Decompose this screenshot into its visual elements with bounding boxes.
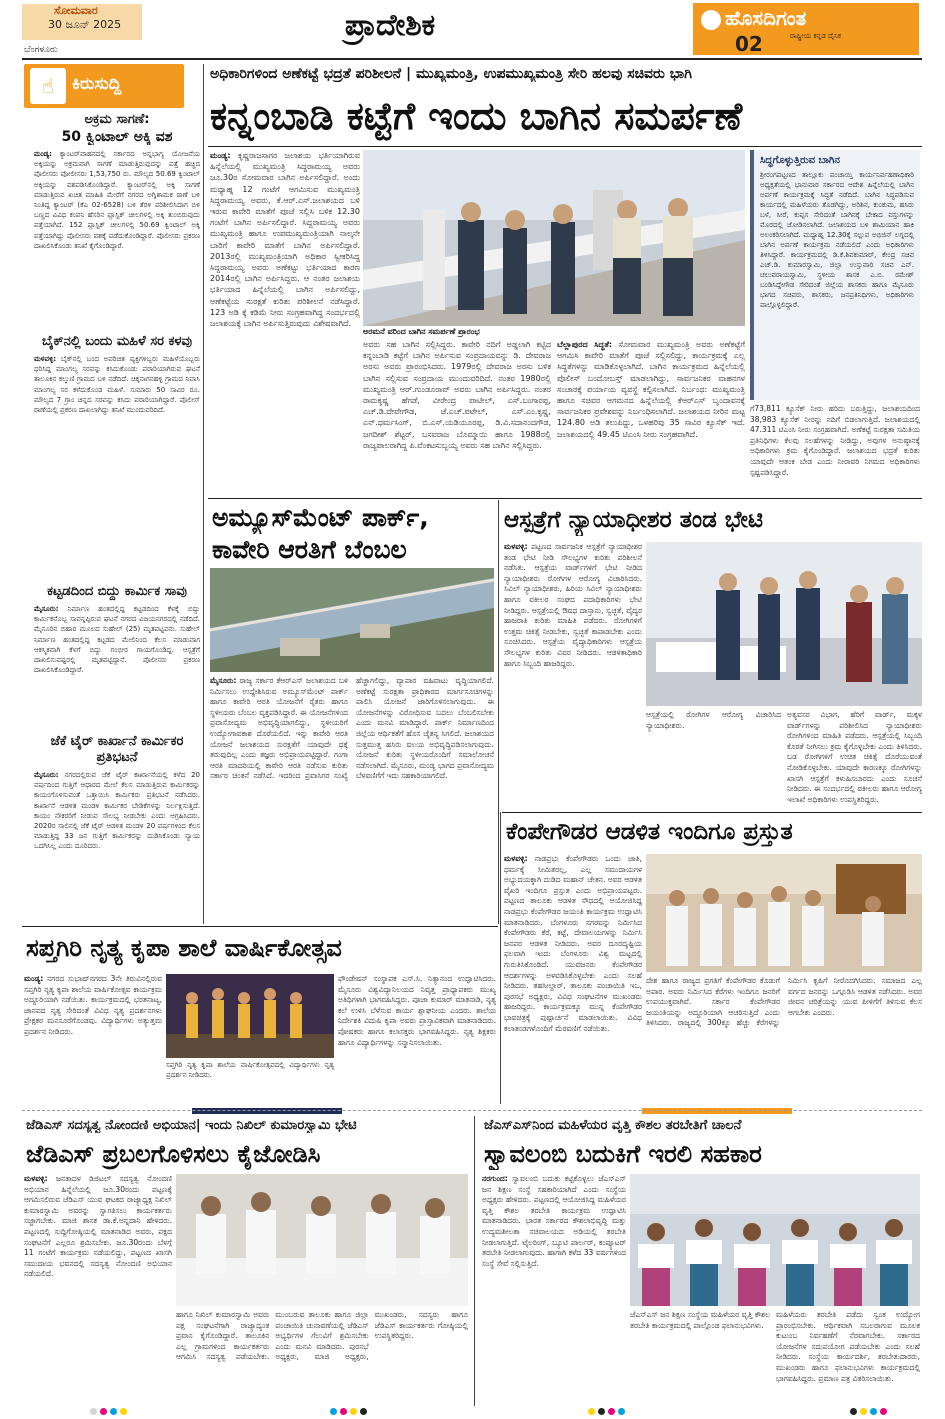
sidebar-box-body: ಶ್ರೀರಂಗಪಟ್ಟಣದ ತಾಲ್ಲೂಕು ಪಂಚಾಯ್ತಿ ಕಾರ್ಯನಿರ್ವಹಣಾಧಿಕಾರಿ ಅಧ್ಯಕ್ಷತೆಯಲ್ಲಿ ಭಾನುವಾರ ಸರ್ಕಾರದ ಆದೇಶ ಹಿನ್ನೆಲೆಯಲ್ಲಿ ಬಾಗಿನ ಅರ್ಪಣೆ ಕಾರ್ಯಕ್ರಮಕ್ಕೆ ಸಿದ್ಧತೆ ನಡೆದಿದೆ. ಬಾಗಿನ ಸಿದ್ಧಪಡಿಸುವ ಕಾರ್ಯದಲ್ಲಿ ಮಹಿಳೆಯರು ತೊಡಗಿದ್ದು, ಅರಿಶಿನ, ಕುಂಕುಮ, ಹಸಿರು ಬಳೆ, ಸೀರೆ, ಕುಪ್ಪಸ ಸೇರಿದಂತೆ ಬಾಗಿನಕ್ಕೆ ಬೇಕಾದ ವಸ್ತುಗಳನ್ನು ಮೊರದಲ್ಲಿ ಜೋಡಿಸಲಾಗಿದೆ. ಜಲಾಶಯದ ಬಳಿ ಶಾಮಿಯಾನ ಹಾಕಿ ಅಲಂಕರಿಸಲಾಗಿದೆ. ಮಧ್ಯಾಹ್ನ 12.30ಕ್ಕೆ ಸಲ್ಲುವ ಅಭಿಜಿನ್ ಲಗ್ನದಲ್ಲಿ ಬಾಗಿನ ಅರ್ಪಣೆ ಕಾರ್ಯಕ್ರಮ ನಡೆಯಲಿದೆ ಎಂದು ಅಧಿಕಾರಿಗಳು ತಿಳಿಸಿದ್ದಾರೆ. ಕಾರ್ಯಕ್ರಮದಲ್ಲಿ ಡಿ.ಕೆ.ಶಿವಕುಮಾರ್, ಕೇಂದ್ರ ಸಚಿವ ಎಚ್.ಡಿ. ಕುಮಾರಸ್ವಾಮಿ, ಜಿಲ್ಲಾ ಉಸ್ತುವಾರಿ ಸಚಿವ ಎನ್. ಚಲುವರಾಯಸ್ವಾಮಿ, ಸ್ಥಳೀಯ ಶಾಸಕ ಎ.ಬಿ. ರಮೇಶ್ ಬಂಡಿಸಿದ್ದೇಗೌಡ ಸೇರಿದಂತೆ ಜಿಲ್ಲೆಯ ಶಾಸಕರು ಹಾಗೂ ಮೈಸೂರು ಭಾಗದ ಸಚಿವರು, ಶಾಸಕರು, ಜನಪ್ರತಿನಿಧಿಗಳು, ಅಧಿಕಾರಿಗಳು ಪಾಲ್ಗೊಳ್ಳಲಿದ್ದಾರೆ. bbox=[760, 171, 914, 309]
brief-item-2 bbox=[34, 334, 200, 582]
brief-3-title: ಕಟ್ಟಡದಿಂದ ಬಿದ್ದು ಕಾರ್ಮಿಕ ಸಾವು bbox=[47, 584, 187, 599]
register-dot bbox=[350, 1408, 357, 1415]
brand-logo-icon bbox=[701, 10, 721, 30]
women-dateline: ನರಗುಂದ: bbox=[482, 1174, 508, 1183]
brief-1-kicker: ಅಕ್ರಮ ಸಾಗಣೆ: bbox=[84, 112, 150, 127]
masthead-day: ಸೋಮವಾರ bbox=[54, 4, 98, 17]
brief-3-dateline: ಮೈಸೂರು: bbox=[34, 605, 59, 613]
lead-col-1 bbox=[210, 150, 360, 494]
brief-2-text: ಬೈಕ್‌ನಲ್ಲಿ ಬಂದ ಅಪರಿಚಿತ ವ್ಯಕ್ತಿಗಳಿಬ್ಬರು ಮಹಿಳೆಯೊಬ್ಬರು ಧರಿಸಿದ್ದ ಮಾಂಗಲ್ಯ ಸರವನ್ನು ಕಸಿದುಕೊಂಡು ಪರಾರಿಯಾಗಿರುವ ಘಟನೆ ತಾಲೂಕಿನ ಕಲ್ಕುಣಿ ಗ್ರಾಮದ ಬಳಿ ನಡೆದಿದೆ. ಚಿಕ್ಕನಾಗನಹಳ್ಳಿ ಗ್ರಾಮದ ನಿವಾಸಿ ಮಾಂಗಲ್ಯ ಸರ ಕಳೆದುಕೊಂಡ ಮಹಿಳೆ. ಸುಮಾರು 50 ಸಾವಿರ ರೂ. ಮೌಲ್ಯದ 7 ಗ್ರಾಂ ಚಿನ್ನದ ಸರವನ್ನು ಕಸಿದು ಪರಾರಿಯಾಗಿದ್ದಾರೆ. ಪೊಲೀಸ್ ಠಾಣೆಯಲ್ಲಿ ಪ್ರಕರಣ ದಾಖಲಾಗಿದ್ದು ತನಿಖೆ ಮುಂದುವರಿದಿದೆ. bbox=[34, 355, 200, 415]
saptagiri-dateline: ಮಂಡ್ಯ: bbox=[24, 974, 44, 983]
hospital-body bbox=[504, 542, 642, 808]
masthead-city: ಬೆಂಗಳೂರು bbox=[24, 45, 58, 55]
women-headline: ಸ್ವಾವಲಂಬಿ ಬದುಕಿಗೆ ಇರಲಿ ಸಹಕಾರ bbox=[484, 1140, 762, 1168]
register-dot bbox=[330, 1408, 337, 1415]
register-dot bbox=[880, 1408, 887, 1415]
lead-col-4-text: ಸೋಮವಾರ ಮುಖ್ಯಮಂತ್ರಿ ಅವರು ಅಣೆಕಟ್ಟೆಗೆ ಆಗಮಿಸಿ ಕಾವೇರಿ ಮಾತೆಗೆ ಪೂಜೆ ಸಲ್ಲಿಸಲಿದ್ದು, ಕಾರ್ಯಕ್ರಮಕ್ಕೆ ಎಲ್ಲ ಸಿದ್ಧತೆಗಳನ್ನು ಮಾಡಿಕೊಳ್ಳಲಾಗಿದೆ. ಬಾಗಿನ ಕಾರ್ಯಕ್ರಮದ ಹಿನ್ನೆಲೆಯಲ್ಲಿ ಪೊಲೀಸ್ ಬಂದೋಬಸ್ತ್ ಮಾಡಲಾಗಿದ್ದು, ಸಾರ್ವಜನಿಕರ ವಾಹನಗಳ ಸಂಚಾರಕ್ಕೆ ಪರ್ಯಾಯ ವ್ಯವಸ್ಥೆ ಕಲ್ಪಿಸಲಾಗಿದೆ. ನಿರ್ಬಂಧ: ಮುಖ್ಯಮಂತ್ರಿ ಹಾಗೂ ಸಚಿವರ ಆಗಮನದ ಹಿನ್ನೆಲೆಯಲ್ಲಿ ಕೆಆರ್‌ಎಸ್ ಬೃಂದಾವನಕ್ಕೆ ಸಾರ್ವಜನಿಕರ ಪ್ರವೇಶವನ್ನು ನಿರ್ಬಂಧಿಸಲಾಗಿದೆ. ಜಲಾಶಯದ ನೀರಿನ ಮಟ್ಟ 124.80 ಅಡಿ ತಲುಪಿದ್ದು, ಒಳಹರಿವು 35 ಸಾವಿರ ಕ್ಯೂಸೆಕ್ ಇದೆ. ಜಲಾಶಯದಲ್ಲಿ 49.45 ಟಿಎಂಸಿ ನೀರು ಸಂಗ್ರಹವಾಗಿದೆ. bbox=[557, 340, 745, 439]
register-dot bbox=[850, 1408, 857, 1415]
kempegowda-text: ನಾಡಪ್ರಭು ಕೆಂಪೇಗೌಡರು ಒಂದು ಜಾತಿ, ಧರ್ಮಕ್ಕೆ ಸೀಮಿತರಲ್ಲ, ಎಲ್ಲ ಸಮುದಾಯಗಳ ಅಭ್ಯುದಯಕ್ಕಾಗಿ ದುಡಿದ ಮಹಾನ್ ಚೇತನ. ಅವರ ಆಡಳಿತ ವೈಖರಿ ಇಂದಿಗೂ ಪ್ರಸ್ತುತ ಎಂದು ಅಭಿಪ್ರಾಯಪಟ್ಟರು. ಪಟ್ಟಣದ ತಾಲೂಕು ಆಡಳಿತ ಸೌಧದಲ್ಲಿ ಆಯೋಜಿಸಿದ್ದ ನಾಡಪ್ರಭು ಕೆಂಪೇಗೌಡರ ಜಯಂತಿ ಕಾರ್ಯಕ್ರಮ ಉದ್ಘಾಟಿಸಿ ಮಾತನಾಡಿದರು. ಬೆಂಗಳೂರು ನಗರವನ್ನು ನಿರ್ಮಿಸಿದ ಕೆಂಪೇಗೌಡರು ಕೆರೆ, ಕಟ್ಟೆ, ದೇವಾಲಯಗಳನ್ನು ನಿರ್ಮಿಸಿ ಜನಪರ ಆಡಳಿತ ನೀಡಿದರು. ಅವರ ದೂರದೃಷ್ಟಿಯ ಫಲವಾಗಿ ಇಂದು ಬೆಂಗಳೂರು ವಿಶ್ವ ಮಟ್ಟದಲ್ಲಿ ಗುರುತಿಸಿಕೊಂಡಿದೆ. ಯುವಜನರು ಕೆಂಪೇಗೌಡರ ಆದರ್ಶಗಳನ್ನು ಅಳವಡಿಸಿಕೊಳ್ಳಬೇಕು ಎಂದು ಸಲಹೆ ನೀಡಿದರು. ತಹಸೀಲ್ದಾರ್, ತಾಲೂಕು ಪಂಚಾಯಿತಿ ಇಒ, ಪುರಸಭೆ ಅಧ್ಯಕ್ಷರು, ವಿವಿಧ ಸಂಘಟನೆಗಳ ಮುಖಂಡರು ಹಾಜರಿದ್ದರು. ಕಾರ್ಯಕ್ರಮಕ್ಕೂ ಮುನ್ನ ಕೆಂಪೇಗೌಡರ ಭಾವಚಿತ್ರಕ್ಕೆ ಪುಷ್ಪಾರ್ಚನೆ ಮಾಡಲಾಯಿತು. ವಿವಿಧ ಕಲಾತಂಡಗಳೊಂದಿಗೆ ಮೆರವಣಿಗೆ ನಡೆಯಿತು. bbox=[504, 854, 642, 1033]
hospital-photo-caption: ಆಸ್ಪತ್ರೆಯಲ್ಲಿ ರೋಗಿಗಳ ಆರೋಗ್ಯ ವಿಚಾರಿಸಿದ ನ್ಯಾಯಾಧೀಶರು. bbox=[646, 710, 781, 730]
dam-aerial-photo bbox=[210, 568, 494, 672]
brief-item-3 bbox=[34, 584, 200, 734]
kempegowda-body bbox=[504, 854, 642, 1102]
register-dot bbox=[340, 1408, 347, 1415]
sidebar-box bbox=[750, 150, 920, 400]
register-dot bbox=[608, 1408, 615, 1415]
women-kicker: ಜೆಎಸ್‌ಎಸ್‌ನಿಂದ ಮಹಿಳೆಯರ ವೃತ್ತಿ ಕೌಶಲ ತರಬೇತಿಗೆ ಚಾಲನೆ bbox=[484, 1118, 742, 1133]
jds-kicker: ಜೆಡಿಎಸ್ ಸದಸ್ಯತ್ವ ನೋಂದಣಿ ಅಭಿಯಾನ| ಇಂದು ನಿಖಿಲ್ ಕುಮಾರಸ್ವಾಮಿ ಭೇಟಿ bbox=[26, 1118, 357, 1133]
brief-1-body bbox=[34, 149, 200, 335]
lead-photo bbox=[363, 150, 745, 326]
bottom-middle-rule bbox=[474, 1116, 475, 1406]
jds-body-right: ಹಾಗೂ ನಿಖಿಲ್ ಕುಮಾರಸ್ವಾಮಿ ಅವರು ಪಕ್ಷ ಸಂಘಟನೆಗಾಗಿ ರಾಜ್ಯಾದ್ಯಂತ ಪ್ರವಾಸ ಕೈಗೊಂಡಿದ್ದಾರೆ. ತಾಲೂಕಿನ ಎಲ್ಲ ಗ್ರಾಮಗಳಿಂದ ಕಾರ್ಯಕರ್ತರು ಆಗಮಿಸಿ ಸದಸ್ಯತ್ವ ಪಡೆಯಬೇಕು. ಮುಂಬರುವ ತಾಲೂಕು ಹಾಗೂ ಜಿಲ್ಲಾ ಪಂಚಾಯಿತಿ ಚುನಾವಣೆಯಲ್ಲಿ ಜೆಡಿಎಸ್ ಅಭ್ಯರ್ಥಿಗಳ ಗೆಲುವಿಗೆ ಶ್ರಮಿಸಬೇಕು ಎಂದು ಮನವಿ ಮಾಡಿದರು. ಪುರಸಭೆ ಅಧ್ಯಕ್ಷರು, ಮಾಜಿ ಅಧ್ಯಕ್ಷರು, ಮುಖಂಡರು, ಸದಸ್ಯರು ಹಾಗೂ ಜೆಡಿಎಸ್ ಕಾರ್ಯಕರ್ತರು ಗೋಷ್ಠಿಯಲ್ಲಿ ಉಪಸ್ಥಿತರಿದ್ದರು. bbox=[176, 1310, 468, 1362]
brief-4-body bbox=[34, 770, 200, 916]
kempegowda-left-rule bbox=[500, 812, 501, 1104]
hospital-bottom-rule bbox=[502, 812, 922, 813]
brief-4-title: ಜೆಕೆ ಟೈರ್ ಕಾರ್ಖಾನೆ ಕಾರ್ಮಿಕರ ಪ್ರತಿಭಟನೆ bbox=[50, 734, 184, 765]
saptagiri-photo bbox=[166, 974, 334, 1058]
hospital-right-text bbox=[646, 710, 922, 808]
left-column-rule bbox=[203, 64, 204, 924]
brief-3-body bbox=[34, 604, 200, 714]
women-body-right: ಮಹಿಳೆಯರು ತರಬೇತಿ ಪಡೆದು ಸ್ವಂತ ಉದ್ಯೋಗ ಪ್ರಾರಂಭಿಸಬೇಕು. ಆರ್ಥಿಕವಾಗಿ ಸಬಲರಾಗುವ ಮೂಲಕ ಕುಟುಂಬ ನಿರ್ವಹಣೆಗೆ ನೆರವಾಗಬೇಕು. ಸರ್ಕಾರದ ಯೋಜನೆಗಳ ಸದುಪಯೋಗ ಪಡೆಯಬೇಕು ಎಂದು ಸಲಹೆ ನೀಡಿದರು. ಸಂಸ್ಥೆಯ ಕಾರ್ಯದರ್ಶಿ, ತರಬೇತುದಾರರು, ಮುಖಂಡರು ಹಾಗೂ ಫಲಾನುಭವಿಗಳು ಕಾರ್ಯಕ್ರಮದಲ್ಲಿ ಭಾಗವಹಿಸಿದ್ದರು. ಪ್ರಮಾಣ ಪತ್ರ ವಿತರಿಸಲಾಯಿತು. bbox=[776, 1310, 920, 1383]
jds-text-left: ಜನತಾದಳ ಡಿಜಿಟಲ್ ಸದಸ್ಯತ್ವ ನೋಂದಣಿ ಅಭಿಯಾನ ಹಿನ್ನೆಲೆಯಲ್ಲಿ ಜೂ.30ರಂದು ಪಟ್ಟಣಕ್ಕೆ ಆಗಮಿಸಲಿರುವ ಜೆಡಿಎಸ್ ಯುವ ಘಟಕದ ರಾಜ್ಯಾಧ್ಯಕ್ಷ ನಿಖಿಲ್ ಕುಮಾರಸ್ವಾಮಿ ಅವರನ್ನು ಸ್ವಾಗತಿಸಲು ಕಾರ್ಯಕರ್ತರು ಸಜ್ಜಾಗಬೇಕು. ಮಾಜಿ ಶಾಸಕ ಡಾ.ಕೆ.ಅನ್ನದಾನಿ ಹೇಳಿದರು. ಪಟ್ಟಣದಲ್ಲಿ ಸುದ್ದಿಗೋಷ್ಠಿಯಲ್ಲಿ ಮಾತನಾಡಿದ ಅವರು, ಪಕ್ಷದ ಸಂಘಟನೆಗೆ ಎಲ್ಲರೂ ಶ್ರಮಿಸಬೇಕು. ಜೂ.30ರಂದು ಬೆಳಗ್ಗೆ 11 ಗಂಟೆಗೆ ಕಾರ್ಯಕ್ರಮ ನಡೆಯಲಿದ್ದು, ಪಟ್ಟಣದ ಖಾಸಗಿ ಸಮುದಾಯ ಭವನದಲ್ಲಿ ಸದಸ್ಯತ್ವ ನೋಂದಣಿ ಅಭಿಯಾನ ನಡೆಯಲಿದೆ. bbox=[24, 1174, 172, 1279]
section-title: ಪ್ರಾದೇಶಿಕ bbox=[344, 8, 436, 43]
kempegowda-dateline: ಮಳವಳ್ಳಿ: bbox=[504, 854, 528, 863]
women-photo bbox=[630, 1174, 920, 1306]
sidebar-continued: ಗೆ73,811 ಕ್ಯೂಸೆಕ್ ನೀರು ಹರಿದು ಬರುತ್ತಿದ್ದು, ಜಲಾಶಯದಿಂದ 38,983 ಕ್ಯೂಸೆಕ್ ನೀರನ್ನು ನದಿಗೆ ಬಿಡಲಾಗುತ್ತಿದೆ. ಜಲಾಶಯದಲ್ಲಿ 47.311 ಟಿಎಂಸಿ ನೀರು ಸಂಗ್ರಹವಾಗಿದೆ. ಅಣೆಕಟ್ಟೆ ಸುರಕ್ಷತಾ ಸಮಿತಿಯ ಪ್ರತಿನಿಧಿಗಳು ಕೆಲವು ಸಲಹೆಗಳನ್ನು ನೀಡಿದ್ದು, ಅವುಗಳ ಅನುಷ್ಠಾನಕ್ಕೆ ಅಧಿಕಾರಿಗಳು ಕ್ರಮ ಕೈಗೊಂಡಿದ್ದಾರೆ. ಜಲಾಶಯದ ಭದ್ರತೆ ಕುರಿತು ಯಾವುದೇ ಆತಂಕ ಬೇಡ ಎಂದು ನೀರಾವರಿ ನಿಗಮದ ಅಧಿಕಾರಿಗಳು ಸ್ಪಷ್ಟಪಡಿಸಿದ್ದಾರೆ. bbox=[750, 404, 920, 477]
register-dot bbox=[360, 1408, 367, 1415]
lead-body-1: ಕೃಷ್ಣರಾಜಸಾಗರ ಜಲಾಶಯ ಭರ್ತಿಯಾಗಿರುವ ಹಿನ್ನೆಲೆಯಲ್ಲಿ ಮುಖ್ಯಮಂತ್ರಿ ಸಿದ್ದರಾಮಯ್ಯ ಅವರು ಜೂ.30ರ ಸೋಮವಾರ ಬಾಗಿನ ಅರ್ಪಿಸಲಿದ್ದಾರೆ. ಅಂದು ಮಧ್ಯಾಹ್ನ 12 ಗಂಟೆಗೆ ಆಗಮಿಸುವ ಮುಖ್ಯಮಂತ್ರಿ ಸಿದ್ದರಾಮಯ್ಯ ಅವರು, ಕೆ.ಆರ್.ಎಸ್.ಜಲಾಶಯದ ಬಳಿ ಇರುವ ಕಾವೇರಿ ಮಾತೆಗೆ ಪೂಜೆ ಸಲ್ಲಿಸಿ ಬಳಿಕ 12.30 ಗಂಟೆಗೆ ಬಾಗಿನ ಅರ್ಪಿಸಲಿದ್ದಾರೆ. ಸಿದ್ದರಾಮಯ್ಯ ಅವರು ಮುಖ್ಯಮಂತ್ರಿ ಹಾಗೂ ಉಪಮುಖ್ಯಮಂತ್ರಿಯಾಗಿ ನಾಲ್ಕನೇ ಬಾರಿಗೆ ಕಾವೇರಿ ಮಾತೆಗೆ ಬಾಗಿನ ಅರ್ಪಿಸಲಿದ್ದಾರೆ. 2013ರಲ್ಲಿ ಮುಖ್ಯಮಂತ್ರಿಯಾಗಿ ಅಧಿಕಾರ ಸ್ವೀಕರಿಸಿದ್ದ ಸಿದ್ದರಾಮಯ್ಯ ಅವರು ಅಣೆಕಟ್ಟು ಭರ್ತಿಯಾದ ಕಾರಣ 2014ರಲ್ಲಿ ಬಾಗಿನ ಅರ್ಪಿಸಿದ್ದರು. ಆ ನಂತರ ಜಲಾಶಯ ಭರ್ತಿಯಾದ ಹಿನ್ನೆಲೆಯಲ್ಲಿ ಬಾಗಿನ ಅರ್ಪಿಸಲಿದ್ದು, ಅಣೆಕಟ್ಟೆಯ ಸುರಕ್ಷತೆ ಕುರಿತು ಪರಿಶೀಲನೆ ನಡೆಸಿದ್ದಾರೆ. 123 ಅಡಿ ಕ್ಕೆ ಕಡಿಮೆ ನೀರು ಸಂಗ್ರಹವಾಗಿದ್ದ ಸಂದರ್ಭದಲ್ಲಿ ಜಲಾಶಯಕ್ಕೆ ಬಾಗಿನ ಅರ್ಪಿಸುತ್ತಿರುವುದು ವಿಶೇಷವಾಗಿದೆ. bbox=[210, 151, 360, 329]
hospital-text: ಪಟ್ಟಣದ ಸಾರ್ವಜನಿಕ ಆಸ್ಪತ್ರೆಗೆ ನ್ಯಾಯಾಧೀಶರ ತಂಡ ಭೇಟಿ ನೀಡಿ ಸೌಲಭ್ಯಗಳ ಕುರಿತು ಪರಿಶೀಲನೆ ನಡೆಸಿತು. ಆಸ್ಪತ್ರೆಯ ವಾರ್ಡ್‌ಗಳಿಗೆ ಭೇಟಿ ನೀಡಿದ ನ್ಯಾಯಾಧೀಶರು ರೋಗಿಗಳ ಆರೋಗ್ಯ ವಿಚಾರಿಸಿದರು. ಸಿವಿಲ್ ನ್ಯಾಯಾಧೀಶರು, ಹಿರಿಯ ಸಿವಿಲ್ ನ್ಯಾಯಾಧೀಶರು ಹಾಗೂ ವಕೀಲರ ಸಂಘದ ಪದಾಧಿಕಾರಿಗಳು ಭೇಟಿ ನೀಡಿದ್ದರು. ಆಸ್ಪತ್ರೆಯಲ್ಲಿ ಔಷಧ ದಾಸ್ತಾನು, ಸ್ವಚ್ಛತೆ, ವೈದ್ಯರ ಹಾಜರಾತಿ ಕುರಿತು ಮಾಹಿತಿ ಪಡೆದರು. ರೋಗಿಗಳಿಗೆ ಉತ್ತಮ ಚಿಕಿತ್ಸೆ ನೀಡಬೇಕು, ಸ್ವಚ್ಛತೆ ಕಾಪಾಡಬೇಕು ಎಂದು ಸೂಚಿಸಿದರು. ಆಸ್ಪತ್ರೆಯ ವೈದ್ಯಾಧಿಕಾರಿಗಳು ಆಸ್ಪತ್ರೆಯ ಸೌಲಭ್ಯಗಳ ಕುರಿತು ವಿವರ ನೀಡಿದರು. ಆಡಳಿತಾಧಿಕಾರಿ ಹಾಗೂ ಸಿಬ್ಬಂದಿ ಹಾಜರಿದ್ದರು. bbox=[504, 542, 642, 668]
masthead bbox=[0, 0, 945, 58]
lead-kicker: ಅಧಿಕಾರಿಗಳಿಂದ ಅಣೆಕಟ್ಟೆ ಭದ್ರತೆ ಪರಿಶೀಲನೆ | ಮುಖ್ಯಮಂತ್ರಿ, ಉಪಮುಖ್ಯಮಂತ್ರಿ ಸೇರಿ ಹಲವು ಸಚಿವರು ಭಾಗಿ bbox=[210, 66, 692, 82]
saptagiri-body-left bbox=[24, 974, 162, 1094]
brief-item-1 bbox=[34, 112, 200, 334]
lead-dateline: ಮಂಡ್ಯ: bbox=[210, 151, 231, 160]
brief-1-text: ಕ್ಯಾಂಟರ್‌ವಾಹನದಲ್ಲಿ ಸರ್ಕಾರದ ಅನ್ನಭಾಗ್ಯ ಯೋಜನೆಯ ಅಕ್ಕಿಯನ್ನು ಅಕ್ರಮವಾಗಿ ಸಾಗಣೆ ಮಾಡುತ್ತಿರುವುದನ್ನು ಪತ್ತೆ ಹಚ್ಚಿದ ಪೊಲೀಸರು ಪೋಲೀಸರು 1,53,750 ರು. ಮೌಲ್ಯದ 50.69 ಕ್ವಿಂಟಾಲ್ ಅಕ್ಕಿಯನ್ನು ವಶಪಡಿಸಿಕೊಂಡಿದ್ದಾರೆ. ಕ್ಯಾಂಟರ್‌ನಲ್ಲಿ ಅಕ್ಕಿ ಸಾಗಣೆ ಮಾಡುತ್ತಿರುವ ಖಚಿತ ಮಾಹಿತಿ ಮೇರೆಗೆ ನಗರದ ಅಗ್ನಿಶಾಮಕ ಠಾಣೆ ಬಳಿ ನಿಂತಿದ್ದ ಕ್ಯಾಂಟರ್ (ಕೆಎ 02-6528) ಬಳಿ ತೆರಳಿ ಪರಿಶೀಲಿಸಿದಾಗ ಬಿಳಿ ಬಣ್ಣದ ವಿವಿಧ ಕಂಪನಿ ಹೆಸರಿನ ಪ್ಲಾಸ್ಟಿಕ್ ಚೀಲಗಳಲ್ಲಿ ಅಕ್ಕಿ ತುಂಬಿರುವುದು ಪತ್ತೆಯಾಗಿದೆ. 152 ಪ್ಲಾಸ್ಟಿಕ್ ಚೀಲಗಳಲ್ಲಿ 50.69 ಕ್ವಿಂಟಾಲ್ ಅಕ್ಕಿ ಪತ್ತೆಯಾಗಿದ್ದು ಪೊಲೀಸರು ವಶಕ್ಕೆ ಪಡೆದುಕೊಂಡಿದ್ದಾರೆ. ಪೊಲೀಸರು ಪ್ರಕರಣ ದಾಖಲಿಸಿಕೊಂಡು ತನಿಖೆ ಕೈಗೊಂಡಿದ್ದಾರೆ. bbox=[34, 150, 200, 250]
brief-1-dateline: ಮಂಡ್ಯ: bbox=[34, 150, 52, 158]
amusement-dateline: ಮೈಸೂರು: bbox=[210, 676, 237, 685]
amusement-photo bbox=[210, 568, 494, 672]
masthead-date: 30 ಜೂನ್ 2025 bbox=[48, 18, 122, 31]
jds-photo bbox=[176, 1174, 468, 1306]
amusement-body bbox=[210, 676, 494, 922]
amusement-headline-2: ಕಾವೇರಿ ಆರತಿಗೆ ಬೆಂಬಲ bbox=[212, 535, 407, 564]
register-dot bbox=[90, 1408, 97, 1415]
brief-2-body bbox=[34, 354, 200, 562]
register-dot bbox=[598, 1408, 605, 1415]
page-number: 02 bbox=[735, 32, 763, 56]
brief-4-text: ನಗರದಲ್ಲಿರುವ ಜೆಕೆ ಟೈರ್ ಕಾರ್ಖಾನೆಯಲ್ಲಿ ಕಳೆದ 20 ವರ್ಷದಿಂದ ಗುತ್ತಿಗೆ ಆಧಾರದ ಮೇಲೆ ಕೆಲಸ ಮಾಡುತ್ತಿರುವ ಕಾರ್ಮಿಕರನ್ನು ಕಾಯಂಗೊಳಿಸುವಂತೆ ಒತ್ತಾಯಿಸಿ ಕಾರ್ಮಿಕರು ಪ್ರತಿಭಟನೆ ನಡೆಸಿದರು. ಕಾರ್ಖಾನೆ ಆಡಳಿತ ಮಂಡಳಿ ಕಾರ್ಮಿಕರ ಬೇಡಿಕೆಗಳನ್ನು ನಿರ್ಲಕ್ಷಿಸುತ್ತಿದೆ. ಕಾಯಂ ನೌಕರರಿಗೆ ನೀಡುವ ಸೌಲಭ್ಯ ನೀಡಬೇಕು ಎಂದು ಆಗ್ರಹಿಸಿದರು. 2020ರ ಸಾಲಿನಲ್ಲಿ ಜೆಕೆ ಟೈರ್ ಆಡಳಿತ ಮಂಡಳಿ 20 ವರ್ಷಗಳಿಂದ ಕೆಲಸ ಮಾಡುತ್ತಿದ್ದ 33 ಜನ ಗುತ್ತಿಗೆ ಕಾರ್ಮಿಕರನ್ನು ದುಡಿಸಿಕೊಂಡು ನ್ಯಾಯ ಒದಗಿಸಿಲ್ಲ ಎಂದು ದೂರಿದರು. bbox=[34, 771, 200, 851]
lead-col-4 bbox=[557, 339, 745, 495]
register-dot bbox=[588, 1408, 595, 1415]
thumb-icon: ☝ bbox=[30, 68, 66, 104]
saptagiri-photo-caption: ಸಪ್ತಗಿರಿ ನೃತ್ಯ ಕೃಪಾ ಶಾಲೆಯ ವಾರ್ಷಿಕೋತ್ಸವದಲ್ಲಿ ವಿದ್ಯಾರ್ಥಿಗಳು ನೃತ್ಯ ಪ್ರದರ್ಶನ ನೀಡಿದರು. bbox=[166, 1061, 334, 1079]
brief-1-title: 50 ಕ್ವಿಂಟಾಲ್ ಅಕ್ಕಿ ವಶ bbox=[61, 129, 173, 145]
section-separator bbox=[22, 1108, 922, 1114]
brief-item-4 bbox=[34, 734, 200, 920]
lead-headline-rule bbox=[208, 146, 922, 147]
lead-photo-caption: ಅರಮನೆ ವರಿಂದ ಬಾಗಿನ ಸಮರ್ಪಣೆ ಪ್ರಾರಂಭ bbox=[363, 327, 480, 336]
register-dot bbox=[860, 1408, 867, 1415]
hospital-dateline: ಮಳವಳ್ಳಿ: bbox=[504, 542, 528, 551]
dance-performance-photo bbox=[166, 974, 334, 1058]
amusement-headline-1: ಅಮ್ಯೂಸ್‌ಮೆಂಟ್ ಪಾರ್ಕ್, bbox=[212, 503, 429, 532]
kempegowda-body-bottom: ದೇಶ ಹಾಗೂ ರಾಜ್ಯದ ಪ್ರಗತಿಗೆ ಕೆಂಪೇಗೌಡರ ಕೊಡುಗೆ ಅಪಾರ. ಅವರು ನಿರ್ಮಿಸಿದ ಕೆರೆಗಳು ಇಂದಿಗೂ ಜನರಿಗೆ ಉಪಯುಕ್ತವಾಗಿವೆ. ಸರ್ಕಾರ ಕೆಂಪೇಗೌಡರ ಜಯಂತಿಯನ್ನು ಅದ್ದೂರಿಯಾಗಿ ಆಚರಿಸುತ್ತಿದೆ ಎಂದು ತಿಳಿಸಿದರು. ರಾಜ್ಯದಲ್ಲಿ 300ಕ್ಕೂ ಹೆಚ್ಚು ಕೆರೆಗಳನ್ನು ನಿರ್ಮಿಸಿ ಕೃಷಿಗೆ ನೀರೊದಗಿಸಿದರು. ಸಮಾಜದ ಎಲ್ಲ ವರ್ಗದ ಜನರನ್ನು ಒಗ್ಗೂಡಿಸಿ ಆಡಳಿತ ನಡೆಸಿದರು. ಅವರ ಜೀವನ ಚರಿತ್ರೆಯನ್ನು ಯುವ ಪೀಳಿಗೆಗೆ ತಿಳಿಸುವ ಕೆಲಸ ಆಗಬೇಕು ಎಂದರು. bbox=[646, 976, 922, 1028]
brief-2-dateline: ಮಳವಳ್ಳಿ: bbox=[34, 355, 57, 363]
brief-4-dateline: ಮೈಸೂರು: bbox=[34, 771, 59, 779]
women-text-left: ಸ್ವಾವಲಂಬಿ ಬದುಕು ಕಟ್ಟಿಕೊಳ್ಳಲು ಜೆಎಸ್‌ಎಸ್ ಜನ ಶಿಕ್ಷಣ ಸಂಸ್ಥೆ ಸಹಕಾರಿಯಾಗಿದೆ ಎಂದು ಸಂಸ್ಥೆಯ ಅಧ್ಯಕ್ಷರು ಹೇಳಿದರು. ಪಟ್ಟಣದಲ್ಲಿ ಆಯೋಜಿಸಿದ್ದ ಮಹಿಳೆಯರ ವೃತ್ತಿ ಕೌಶಲ ತರಬೇತಿ ಕಾರ್ಯಕ್ರಮ ಉದ್ಘಾಟಿಸಿ ಮಾತನಾಡಿದರು. ಭಾರತ ಸರ್ಕಾರದ ಕೌಶಲಾಭಿವೃದ್ಧಿ ಮತ್ತು ಉದ್ಯಮಶೀಲತಾ ಸಚಿವಾಲಯದ ಅಡಿಯಲ್ಲಿ ತರಬೇತಿ ನೀಡಲಾಗುತ್ತಿದೆ. ಟೈಲರಿಂಗ್, ಬ್ಯೂಟಿ ಪಾರ್ಲರ್, ಕಂಪ್ಯೂಟರ್ ತರಬೇತಿ ನೀಡಲಾಗುವುದು. ಹಾಗಾಗಿ ಕಳೆದ 33 ವರ್ಷಗಳಿಂದ ಸಂಸ್ಥೆ ಸೇವೆ ಸಲ್ಲಿಸುತ್ತಿದೆ. bbox=[482, 1174, 626, 1268]
amusement-right-rule bbox=[498, 500, 499, 924]
register-dot bbox=[120, 1408, 127, 1415]
jds-dateline: ಮಳವಳ್ಳಿ: bbox=[24, 1174, 48, 1183]
lead-headline: ಕನ್ನಂಬಾಡಿ ಕಟ್ಟೆಗೆ ಇಂದು ಬಾಗಿನ ಸಮರ್ಪಣೆ bbox=[210, 94, 743, 138]
lead-col-4-dateline: ಬೆಲ್ಲಾಪುರದ ಸಿದ್ಧತೆ: bbox=[557, 340, 613, 349]
lead-col-3: ಅವರು ಸಹ ಬಾಗಿನ ಸಲ್ಲಿಸಿದ್ದರು. ಕಾವೇರಿ ನದಿಗೆ ಅಡ್ಡಲಾಗಿ ಕಟ್ಟಿದ ಕನ್ನಂಬಾಡಿ ಕಟ್ಟೆಗೆ ಬಾಗಿನ ಅರ್ಪಿಸುವ ಸಂಪ್ರದಾಯವನ್ನು ಡಿ. ದೇವರಾಜ ಅರಸು ಅವರು ಪ್ರಾರಂಭಿಸಿದರು. 1979ರಲ್ಲಿ ದೇವರಾಜ ಅರಸು ಬಳಿಕ ಬಾಗಿನ ಸಲ್ಲಿಸುವ ಸಂಪ್ರದಾಯ ಮುಂದುವರಿದಿದೆ. ನಂತರ 1980ರಲ್ಲಿ ಮುಖ್ಯಮಂತ್ರಿ ಆರ್.ಗುಂಡೂರಾವ್ ಅವರು ಬಾಗಿನ ಅರ್ಪಿಸಿದ್ದರು. ನಂತರ ರಾಮಕೃಷ್ಣ ಹೆಗಡೆ, ವೀರೇಂದ್ರ ಪಾಟೀಲ್, ಎಸ್.ಬಂಗಾರಪ್ಪ, ಎಚ್.ಡಿ.ದೇವೇಗೌಡ, ಜೆ.ಎಚ್.ಪಟೇಲ್, ಎಸ್.ಎಂ.ಕೃಷ್ಣ, ಎನ್.ಧರ್ಮಸಿಂಗ್, ಬಿ.ಎಸ್.ಯಡಿಯೂರಪ್ಪ, ಡಿ.ವಿ.ಸದಾನಂದಗೌಡ, ಜಗದೀಶ್ ಶೆಟ್ಟರ್, ಬಸವರಾಜ ಬೊಮ್ಮಾಯಿ ಹಾಗೂ 1988ರಲ್ಲಿ ರಾಜ್ಯಪಾಲರಾಗಿದ್ದ ಪಿ.ವೆಂಕಟಸುಬ್ಬಯ್ಯ ಅವರು ಸಹ ಬಾಗಿನ ಸಲ್ಲಿಸಿದ್ದರು. bbox=[363, 340, 551, 450]
hospital-text-right: ಅತ್ಯವಸರ ವಿಭಾಗ, ಹೆರಿಗೆ ವಾರ್ಡ್, ಮಕ್ಕಳ ವಾರ್ಡ್‌ಗಳನ್ನು ಪರಿಶೀಲಿಸಿದ ನ್ಯಾಯಾಧೀಶರು ರೋಗಿಗಳಿಂದ ಮಾಹಿತಿ ಪಡೆದರು. ಆಸ್ಪತ್ರೆಯಲ್ಲಿ ಸಿಬ್ಬಂದಿ ಕೊರತೆ ನೀಗಿಸಲು ಕ್ರಮ ಕೈಗೊಳ್ಳಬೇಕು ಎಂದು ತಿಳಿಸಿದರು. ಬಡ ರೋಗಿಗಳಿಗೆ ಉಚಿತ ಚಿಕಿತ್ಸೆ ದೊರೆಯುವಂತೆ ನೋಡಿಕೊಳ್ಳಬೇಕು. ಯಾವುದೇ ಕಾರಣಕ್ಕೂ ರೋಗಿಗಳನ್ನು ಖಾಸಗಿ ಆಸ್ಪತ್ರೆಗೆ ಕಳುಹಿಸಬಾರದು ಎಂದು ಸೂಚನೆ ನೀಡಿದರು. ಈ ಸಂದರ್ಭದಲ್ಲಿ ವಕೀಲರು ಹಾಗೂ ಆರೋಗ್ಯ ಇಲಾಖೆ ಅಧಿಕಾರಿಗಳು ಉಪಸ್ಥಿತರಿದ್ದರು. bbox=[787, 710, 922, 804]
women-photo-caption: ಜೆಎಸ್‌ಎಸ್ ಜನ ಶಿಕ್ಷಣ ಸಂಸ್ಥೆಯ ಮಹಿಳೆಯರ ವೃತ್ತಿ ಕೌಶಲ ತರಬೇತಿ ಕಾರ್ಯಕ್ರಮದಲ್ಲಿ ಪಾಲ್ಗೊಂಡ ಫಲಾನುಭವಿಗಳು. bbox=[630, 1310, 770, 1330]
women-body-left bbox=[482, 1174, 626, 1400]
dam-inspection-photo bbox=[363, 150, 745, 326]
brief-2-title: ಬೈಕ್‌ನಲ್ಲಿ ಬಂದು ಮಹಿಳೆ ಸರ ಕಳವು bbox=[41, 334, 193, 349]
press-meet-photo bbox=[176, 1174, 468, 1306]
register-dot bbox=[100, 1408, 107, 1415]
register-dot bbox=[870, 1408, 877, 1415]
register-marks bbox=[0, 1408, 945, 1418]
saptagiri-body-right: ಫೌಂಡೇಷನ್ ಸಂಸ್ಥಾಪಕ ಎಸ್.ಸಿ. ನಿತ್ಯಾನಂದ ಉದ್ಘಾಟಿಸಿದರು. ಮೈಸೂರು ವಿಶ್ವವಿದ್ಯಾನಿಲಯದ ನಿವೃತ್ತ ಪ್ರಾಧ್ಯಾಪಕರು ಮುಖ್ಯ ಅತಿಥಿಗಳಾಗಿ ಭಾಗವಹಿಸಿದ್ದರು. ಪೂಜಾ ಕುಮಾರ್ ಮಾತನಾಡಿ, ನೃತ್ಯ ಕಲೆ ಉಳಿಸಿ ಬೆಳೆಸುವ ಕಾರ್ಯ ಶ್ಲಾಘನೀಯ ಎಂದರು. ಶಾಲೆಯ ನಿರ್ದೇಶಕಿ ವಿದುಷಿ ಕೃಪಾ ಅವರು ಪ್ರಾಸ್ತಾವಿಕವಾಗಿ ಮಾತನಾಡಿದರು. ಪೋಷಕರು ಹಾಗೂ ಕಲಾಸಕ್ತರು ಭಾಗವಹಿಸಿದ್ದರು. ನೃತ್ಯ ಶಿಕ್ಷಕರು ಹಾಗೂ ವಿದ್ಯಾರ್ಥಿಗಳನ್ನು ಸನ್ಮಾನಿಸಲಾಯಿತು. bbox=[338, 974, 496, 1047]
brand-tagline: ರಾಷ್ಟ್ರೀಯ ಕನ್ನಡ ದೈನಿಕ bbox=[790, 32, 842, 40]
hospital-photo bbox=[646, 542, 922, 706]
hospital-headline: ಆಸ್ಪತ್ರೆಗೆ ನ್ಯಾಯಾಧೀಶರ ತಂಡ ಭೇಟಿ bbox=[504, 507, 764, 533]
amusement-text: ರಾಜ್ಯ ಸರ್ಕಾರ ಕೆಆರ್‌ಎಸ್ ಜಲಾಶಯದ ಬಳಿ ನಿರ್ಮಿಸಲು ಉದ್ದೇಶಿಸಿರುವ ಅಮ್ಯೂಸ್‌ಮೆಂಟ್ ಪಾರ್ಕ್ ಹಾಗೂ ಕಾವೇರಿ ಆರತಿ ಯೋಜನೆಗೆ ರೈತರು ಹಾಗೂ ಸ್ಥಳೀಯರು ಬೆಂಬಲ ವ್ಯಕ್ತಪಡಿಸಿದ್ದಾರೆ. ಈ ಯೋಜನೆಗಳಿಂದ ಪ್ರವಾಸೋದ್ಯಮ ಅಭಿವೃದ್ಧಿಯಾಗಲಿದ್ದು, ಸ್ಥಳೀಯರಿಗೆ ಉದ್ಯೋಗಾವಕಾಶ ದೊರೆಯಲಿದೆ. ಇನ್ನು ಕಾವೇರಿ ಆರತಿ ಯೋಜನೆ ಜಲಾಶಯದ ಸುರಕ್ಷತೆಗೆ ಯಾವುದೇ ಧಕ್ಕೆ ತರುವುದಿಲ್ಲ ಎಂದು ತಜ್ಞರು ಅಭಿಪ್ರಾಯಪಟ್ಟಿದ್ದಾರೆ. ಗಂಗಾ ಆರತಿ ಮಾದರಿಯಲ್ಲಿ ಕಾವೇರಿ ಆರತಿ ನಡೆಸುವ ಕುರಿತು ಸರ್ಕಾರ ಚಿಂತನೆ ನಡೆಸಿದೆ. ಇದರಿಂದ ಪ್ರವಾಸಿಗರ ಸಂಖ್ಯೆ ಹೆಚ್ಚಾಗಲಿದ್ದು, ವ್ಯಾಪಾರ ವಹಿವಾಟು ವೃದ್ಧಿಯಾಗಲಿದೆ. ಅಣೆಕಟ್ಟೆ ಸುರಕ್ಷತಾ ಪ್ರಾಧಿಕಾರದ ಮಾರ್ಗಸೂಚಿಗಳನ್ನು ಪಾಲಿಸಿ ಯೋಜನೆ ಜಾರಿಗೊಳಿಸಲಾಗುವುದು. ಈ ಯೋಜನೆಗಳನ್ನು ವಿರೋಧಿಸುವ ಬದಲು ಬೆಂಬಲಿಸಬೇಕು ಎಂದು ಮನವಿ ಮಾಡಿದ್ದಾರೆ. ಪಾರ್ಕ್ ನಿರ್ಮಾಣದಿಂದ ಜಿಲ್ಲೆಯ ಆರ್ಥಿಕತೆಗೆ ಹೊಸ ಚೈತನ್ಯ ಸಿಗಲಿದೆ. ಜಲಾಶಯದ ಸುತ್ತಮುತ್ತ ಹಸಿರು ವಲಯ ಅಭಿವೃದ್ಧಿಪಡಿಸಲಾಗುವುದು. ಯೋಜನೆ ಕುರಿತು ಸ್ಥಳೀಯರೊಂದಿಗೆ ಸಮಾಲೋಚನೆ ನಡೆಸಲಾಗಿದೆ. ಮೈಸೂರು, ಮಂಡ್ಯ ಭಾಗದ ಪ್ರವಾಸೋದ್ಯಮ ಬೆಳವಣಿಗೆಗೆ ಇದು ಸಹಕಾರಿಯಾಗಲಿದೆ. bbox=[210, 676, 494, 781]
masthead-rule bbox=[22, 58, 922, 60]
jds-body-left bbox=[24, 1174, 172, 1400]
brief-3-text: ನಿರ್ಮಾಣ ಹಂತದಲ್ಲಿದ್ದ ಕಟ್ಟಡದಿಂದ ಕೆಳಕ್ಕೆ ಬಿದ್ದು ಕಾರ್ಮಿಕನೊಬ್ಬ ಸಾವನ್ನಪ್ಪಿರುವ ಘಟನೆ ನಗರದ ವಿಜಯನಗರದಲ್ಲಿ ನಡೆದಿದೆ. ಮೈಸೂರಿನ ಬಿಹಾರ ಮೂಲದ ಸುಹೇಲ್ (25) ಮೃತಪಟ್ಟವನು. ಸುಹೇಲ್ ನಿರ್ಮಾಣ ಹಂತದಲ್ಲಿದ್ದ ಕಟ್ಟಡದ ಮೇಲಿನಿಂದ ಕೆಲಸ ಮಾಡುವಾಗ ಆಕಸ್ಮಿಕವಾಗಿ ಕೆಳಗೆ ಬಿದ್ದು ಗಂಭೀರ ಗಾಯಗೊಂಡಿದ್ದ. ಆಸ್ಪತ್ರೆಗೆ ದಾಖಲಿಸುವಷ್ಟರಲ್ಲಿ ಮೃತಪಟ್ಟಿದ್ದಾನೆ. ಪೊಲೀಸರು ಪ್ರಕರಣ ದಾಖಲಿಸಿಕೊಂಡಿದ್ದಾರೆ. bbox=[34, 605, 200, 675]
brand-name: ಹೊಸದಿಗಂತ bbox=[725, 6, 807, 30]
saptagiri-top-rule bbox=[22, 926, 498, 927]
kempegowda-headline: ಕೆಂಪೇಗೌಡರ ಆಡಳಿತ ಇಂದಿಗೂ ಪ್ರಸ್ತುತ bbox=[506, 819, 793, 845]
register-dot bbox=[110, 1408, 117, 1415]
kempegowda-event-photo bbox=[646, 854, 922, 972]
register-dot bbox=[618, 1408, 625, 1415]
kirusuddi-label: ಕಿರುಸುದ್ದಿ bbox=[72, 74, 122, 94]
lead-bottom-rule bbox=[208, 498, 922, 499]
hospital-visit-photo bbox=[646, 542, 922, 706]
lead-photo-caption-block bbox=[363, 326, 745, 496]
jds-headline: ಜೆಡಿಎಸ್ ಪ್ರಬಲಗೊಳಿಸಲು ಕೈಜೋಡಿಸಿ bbox=[26, 1140, 321, 1168]
sidebar-box-title: ಸಿದ್ಧಗೊಳ್ಳುತ್ತಿರುವ ಬಾಗಿನ bbox=[760, 155, 840, 166]
kempegowda-photo bbox=[646, 854, 922, 972]
separator-dashed bbox=[22, 1110, 922, 1112]
saptagiri-headline: ಸಪ್ತಗಿರಿ ನೃತ್ಯ ಕೃಪಾ ಶಾಲೆ ವಾರ್ಷಿಕೋತ್ಸವ bbox=[26, 934, 342, 962]
saptagiri-text-left: ನಗರದ ಸುಭಾಷ್‌ನಗರದ 3ನೇ ತಿರುವಿನಲ್ಲಿರುವ ಸಪ್ತಗಿರಿ ನೃತ್ಯ ಕೃಪಾ ಶಾಲೆಯ ವಾರ್ಷಿಕೋತ್ಸವ ಕಾರ್ಯಕ್ರಮ ಅದ್ದೂರಿಯಾಗಿ ನಡೆಯಿತು. ಕಾರ್ಯಕ್ರಮದಲ್ಲಿ ಭರತನಾಟ್ಯ, ಜಾನಪದ ನೃತ್ಯ ಸೇರಿದಂತೆ ವಿವಿಧ ನೃತ್ಯ ಪ್ರದರ್ಶನಗಳು ಪ್ರೇಕ್ಷಕರ ಮನಸೂರೆಗೊಂಡವು. ವಿದ್ಯಾರ್ಥಿಗಳು ಅತ್ಯುತ್ತಮ ಪ್ರದರ್ಶನ ನೀಡಿದರು. bbox=[24, 974, 162, 1036]
women-training-photo bbox=[630, 1174, 920, 1306]
